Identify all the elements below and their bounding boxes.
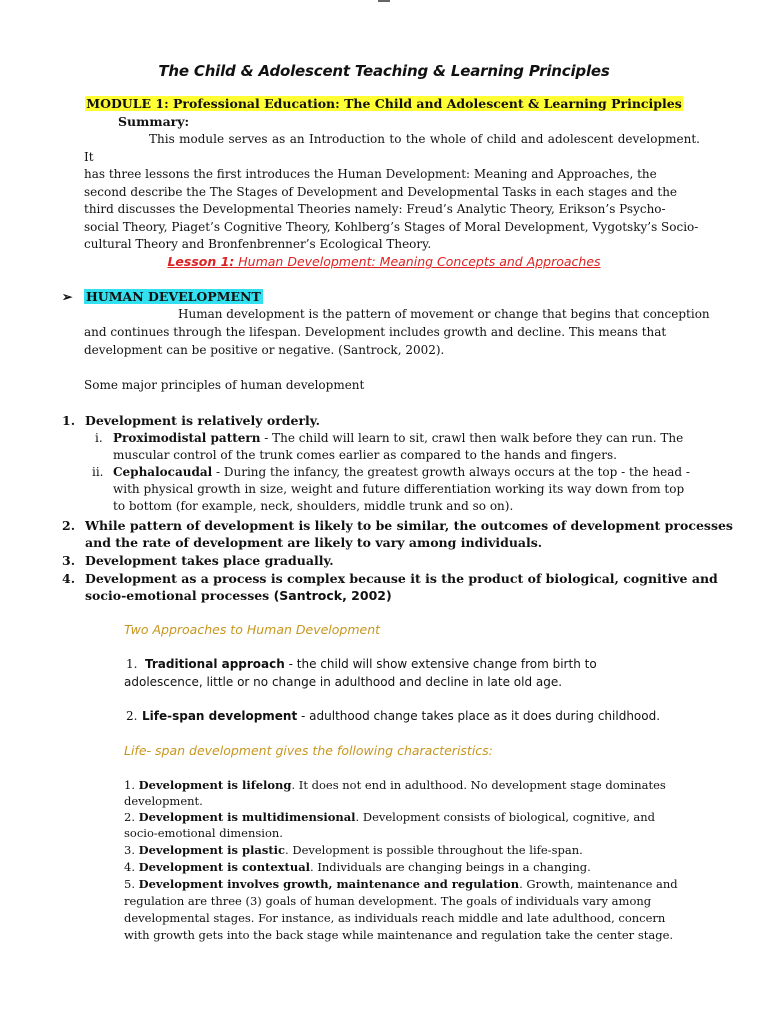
summary-paragraph	[84, 131, 700, 254]
subpoint-term: Cephalocaudal	[113, 465, 213, 479]
human-dev-line: Human development is the pattern of movement or change that begins that conception	[178, 307, 710, 321]
summary-label: Summary:	[118, 114, 190, 129]
summary-line: second describe the The Stages of Development and Developmental Tasks in each stages and the	[84, 184, 678, 199]
summary-line: third discusses the Developmental Theories namely: Freud’s Analytic Theory, Erikson’s Psycho-	[84, 202, 666, 216]
approach-line	[145, 656, 597, 673]
characteristic-desc: . Individuals are changing beings in a changing.	[310, 860, 591, 874]
lifespan-heading: Life- span development gives the following characteristics:	[124, 743, 493, 758]
characteristic-number: 5.	[124, 877, 135, 891]
human-dev-line: development can be positive or negative. (Santrock, 2002).	[84, 343, 445, 357]
characteristic-number: 2.	[124, 810, 135, 824]
subpoint-line: muscular control of the trunk comes earlier as compared to the hands and fingers.	[113, 448, 617, 462]
principle-text: Development as a process is complex because it is the product of biological, cognitive and	[85, 571, 718, 586]
approach-desc: - adulthood change takes place as it does during childhood.	[297, 709, 661, 723]
characteristic-number: 3.	[124, 843, 135, 857]
characteristic-line: developmental stages. For instance, as individuals reach middle and late adulthood, concern	[124, 911, 666, 925]
document-title: The Child & Adolescent Teaching & Learning Principles	[158, 62, 610, 80]
lesson-label: Lesson 1:	[167, 254, 235, 269]
characteristic-term: Development is lifelong	[138, 778, 292, 792]
principle-text: Development takes place gradually.	[85, 553, 334, 568]
subpoint-line: with physical growth in size, weight and future differentiation working its way down from top	[113, 482, 685, 496]
human-development-heading	[62, 289, 263, 304]
approach-term: Traditional approach	[145, 657, 285, 671]
subpoint-line: to bottom (for example, neck, shoulders, middle trunk and so on).	[113, 499, 514, 513]
characteristic-term: Development involves growth, maintenance and regulation	[138, 877, 520, 891]
subpoint-number: ii.	[92, 465, 104, 479]
subpoint-desc: - The child will learn to sit, crawl then walk before they can run. The	[260, 431, 684, 445]
characteristic-term: Development is contextual	[138, 860, 311, 874]
characteristic-item	[124, 842, 583, 859]
summary-line: has three lessons the first introduces the Human Development: Meaning and Approaches, the	[84, 167, 657, 181]
principle-number: 4.	[62, 571, 76, 586]
characteristic-line: with growth gets into the back stage while maintenance and regulation take the center stage.	[124, 928, 674, 942]
summary-line: This module serves as an Introduction to the whole of child and adolescent development. It	[84, 132, 700, 164]
characteristic-term: Development is plastic	[138, 843, 286, 857]
approach-term: Life-span development	[142, 709, 298, 723]
subpoint-term: Proximodistal pattern	[113, 431, 261, 445]
characteristic-item	[124, 809, 655, 826]
principle-number: 2.	[62, 518, 76, 533]
top-edge-mark	[378, 0, 390, 2]
subpoint-number: i.	[95, 431, 103, 445]
principle-text	[85, 587, 392, 604]
approach-number: 1.	[126, 657, 138, 671]
principle-citation: (Santrock, 2002)	[269, 588, 392, 603]
principle-number: 1.	[62, 413, 76, 428]
approach-number: 2.	[126, 709, 138, 723]
characteristic-item	[124, 859, 591, 876]
approach-line: adolescence, little or no change in adulthood and decline in late old age.	[124, 675, 563, 689]
characteristic-number: 1.	[124, 778, 135, 792]
principle-text: Development is relatively orderly.	[85, 413, 320, 428]
principles-intro: Some major principles of human development	[84, 378, 365, 392]
characteristic-item	[124, 777, 666, 794]
characteristic-item	[124, 876, 678, 893]
module-heading	[0, 96, 768, 111]
arrow-bullet-icon: ➢	[62, 289, 73, 304]
summary-line: cultural Theory and Bronfenbrenner’s Ecological Theory.	[84, 237, 432, 251]
subpoint-line	[113, 464, 690, 481]
principle-text-part: socio-emotional processes	[85, 588, 270, 603]
lesson-text: Human Development: Meaning Concepts and Approaches	[234, 254, 601, 269]
characteristic-line: regulation are three (3) goals of human development. The goals of individuals vary among	[124, 894, 652, 908]
characteristic-desc: . Growth, maintenance and	[519, 877, 678, 891]
principle-text: and the rate of development are likely to vary among individuals.	[85, 535, 543, 550]
characteristic-term: Development is multidimensional	[138, 810, 356, 824]
lesson-heading	[0, 254, 768, 269]
human-dev-line: and continues through the lifespan. Development includes growth and decline. This means that	[84, 325, 667, 339]
characteristic-desc: . Development is possible throughout the life-span.	[285, 843, 583, 857]
summary-line: social Theory, Piaget’s Cognitive Theory, Kohlberg’s Stages of Moral Development, Vygotsky’s Socio-	[84, 219, 699, 234]
approaches-heading: Two Approaches to Human Development	[124, 622, 381, 637]
characteristic-line: socio-emotional dimension.	[124, 826, 283, 840]
characteristic-line: development.	[124, 794, 203, 808]
approach-line	[142, 708, 660, 725]
principle-text: While pattern of development is likely to be similar, the outcomes of development processes	[85, 518, 733, 533]
characteristic-number: 4.	[124, 860, 135, 874]
subpoint-line	[113, 430, 683, 447]
subpoint-desc: - During the infancy, the greatest growth always occurs at the top - the head -	[212, 465, 690, 479]
human-development-label: HUMAN DEVELOPMENT	[86, 289, 261, 304]
characteristic-desc: . Development consists of biological, cognitive, and	[355, 810, 656, 824]
approach-desc: - the child will show extensive change from birth to	[284, 657, 597, 671]
module-highlight: MODULE 1: Professional Education: The Child and Adolescent & Learning Principles	[86, 96, 682, 111]
characteristic-desc: . It does not end in adulthood. No development stage dominates	[291, 778, 666, 792]
principle-number: 3.	[62, 553, 76, 568]
